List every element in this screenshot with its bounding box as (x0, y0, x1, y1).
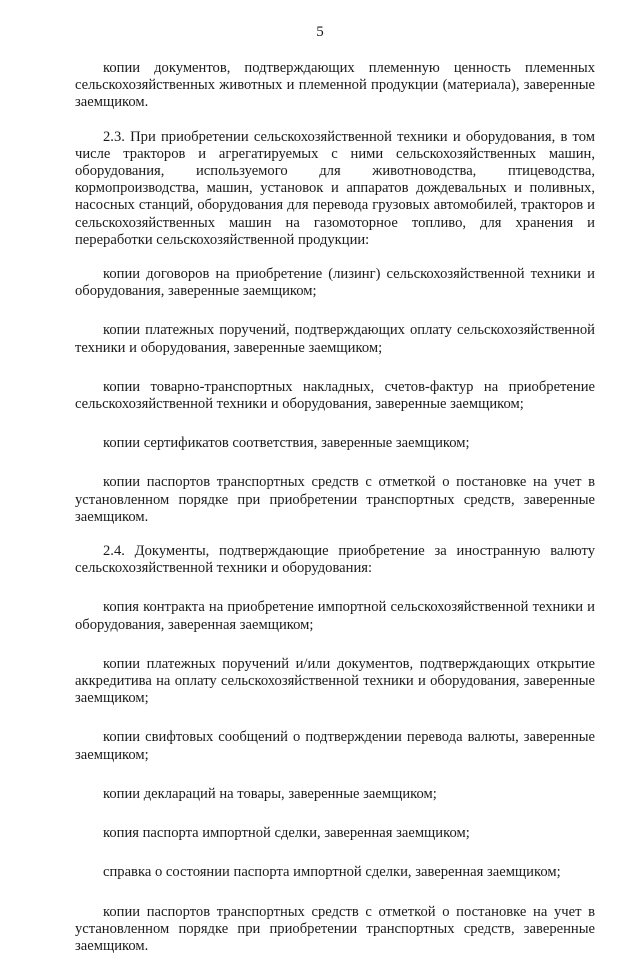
paragraph-import-contract: копия контракта на приобретение импортной сельскохозяйственной техники и оборудования, заверенная заемщиком; (75, 599, 595, 633)
document-body (75, 60, 595, 955)
paragraph-payment-orders: копии платежных поручений, подтверждающих оплату сельскохозяйственной техники и оборудования, заверенные заемщиком; (75, 322, 595, 356)
paragraph-deal-passport-status: справка о состоянии паспорта импортной сделки, заверенная заемщиком; (75, 864, 595, 881)
paragraph-swift-messages: копии свифтовых сообщений о подтверждении перевода валюты, заверенные заемщиком; (75, 729, 595, 763)
paragraph-letter-of-credit: копии платежных поручений и/или документов, подтверждающих открытие аккредитива на оплату сельскохозяйственной техники и оборудования, заверенные заемщиком; (75, 656, 595, 708)
paragraph-vehicle-passports: копии паспортов транспортных средств с отметкой о постановке на учет в установленном порядке при приобретении транспортных средств, заверенные заемщиком. (75, 474, 595, 526)
page-number: 5 (0, 24, 640, 41)
paragraph-leasing-contracts: копии договоров на приобретение (лизинг) сельскохозяйственной техники и оборудования, заверенные заемщиком; (75, 266, 595, 300)
paragraph-import-deal-passport: копия паспорта импортной сделки, заверенная заемщиком; (75, 825, 595, 842)
paragraph-certificates: копии сертификатов соответствия, заверенные заемщиком; (75, 435, 595, 452)
paragraph-waybills-invoices: копии товарно-транспортных накладных, счетов-фактур на приобретение сельскохозяйственной техники и оборудования, заверенные заемщиком; (75, 379, 595, 413)
paragraph-vehicle-passports-import: копии паспортов транспортных средств с отметкой о постановке на учет в установленном порядке при приобретении транспортных средств, заверенные заемщиком. (75, 904, 595, 955)
paragraph-customs-declarations: копии деклараций на товары, заверенные заемщиком; (75, 786, 595, 803)
paragraph-2-3-heading: 2.3. При приобретении сельскохозяйственной техники и оборудования, в том числе тракторов и агрегатируемых с ними сельскохозяйственных машин, оборудования, используемого для животноводства, птицеводства, кормопроизводства, машин, установок и аппаратов дождевальных и поливных, насосных станций, оборудования для перевода грузовых автомобилей, тракторов и сельскохозяйственных машин на газомоторное топливо, для хранения и переработки сельскохозяйственной продукции: (75, 129, 595, 249)
paragraph-2-4-heading: 2.4. Документы, подтверждающие приобретение за иностранную валюту сельскохозяйственной техники и оборудования: (75, 543, 595, 577)
paragraph-breeding-docs: копии документов, подтверждающих племенную ценность племенных сельскохозяйственных животных и племенной продукции (материала), заверенные заемщиком. (75, 60, 595, 112)
